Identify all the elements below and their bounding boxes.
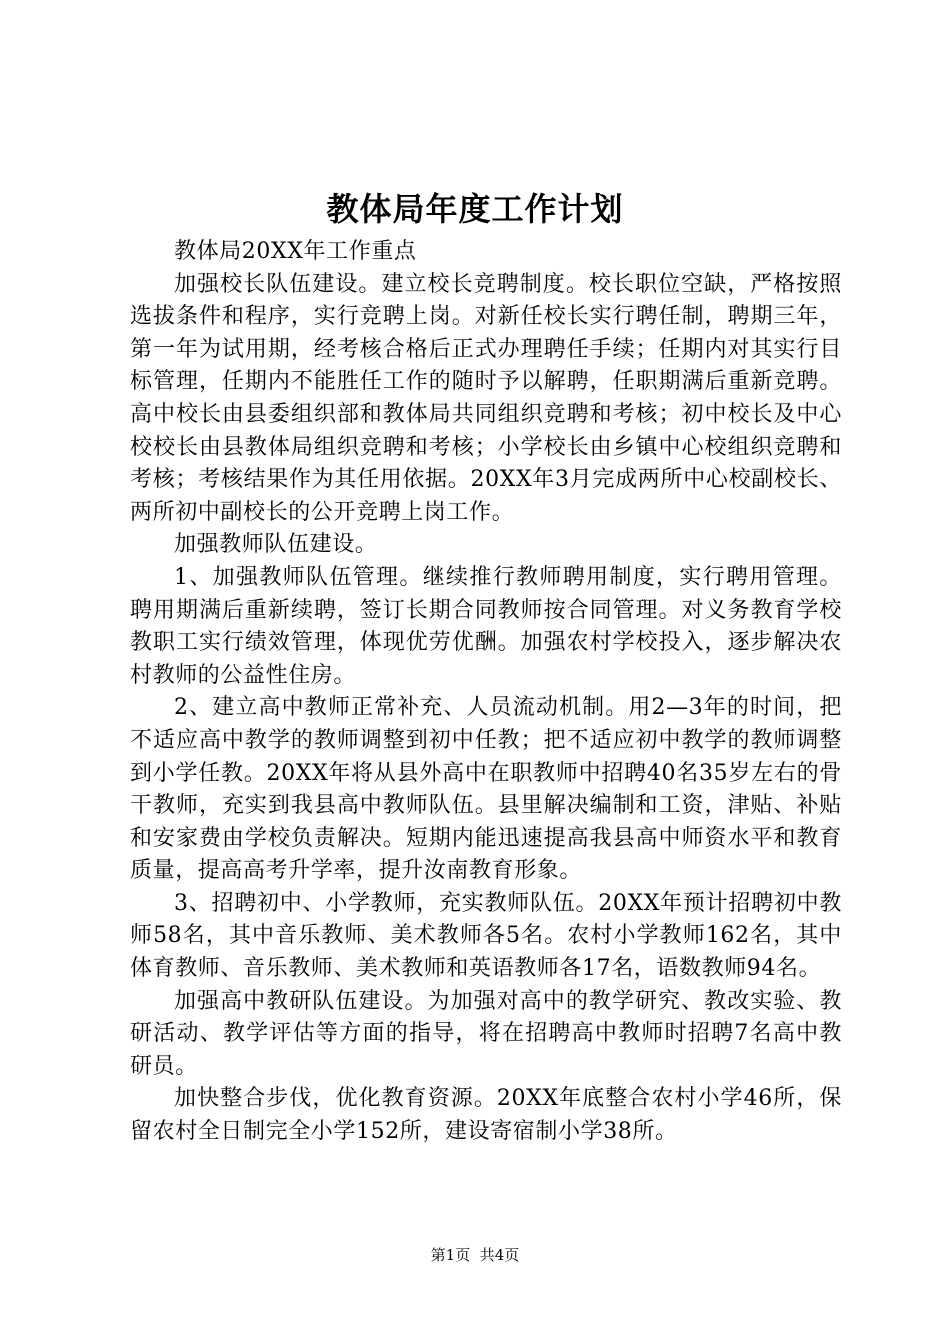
document-title: 教体局年度工作计划 [326,190,624,228]
page-number: 第1页 [430,1246,471,1264]
paragraph-teacher-team: 加强教师队伍建设。 [174,532,378,558]
paragraph-heading-focus: 教体局20XX年工作重点 [174,239,417,264]
page-footer [0,1244,950,1266]
page-total: 共4页 [479,1246,520,1264]
paragraph-item-1: 1、加强教师队伍管理。继续推行教师聘用制度，实行聘用管理。聘用期满后重新续聘，签订长期合同教师按合同管理。对义务教育学校教职工实行绩效管理，体现优劳优酬。加强农村学校投入，逐步解决农村教师的公益性住房。 [130,564,842,688]
paragraph-item-2: 2、建立高中教师正常补充、人员流动机制。用2—3年的时间，把不适应高中教学的教师调整到初中任教；把不适应初中教学的教师调整到小学任教。20XX年将从县外高中在职教师中招聘40名35岁左右的骨干教师，充实到我县高中教师队伍。县里解决编制和工资，津贴、补贴和安家费由学校负责解决。短期内能迅速提高我县高中师资水平和教育质量，提高高考升学率，提升汝南教育形象。 [130,695,842,884]
paragraph-integration: 加快整合步伐，优化教育资源。20XX年底整合农村小学46所，保留农村全日制完全小学152所，建设寄宿制小学38所。 [130,1086,842,1145]
paragraph-principal-team: 加强校长队伍建设。建立校长竞聘制度。校长职位空缺，严格按照选拔条件和程序，实行竞聘上岗。对新任校长实行聘任制，聘期三年，第一年为试用期，经考核合格后正式办理聘任手续；任期内对其实行目标管理，任期内不能胜任工作的随时予以解聘，任职期满后重新竞聘。高中校长由县委组织部和教体局共同组织竞聘和考核；初中校长及中心校校长由县教体局组织竞聘和考核；小学校长由乡镇中心校组织竞聘和考核；考核结果作为其任用依据。20XX年3月完成两所中心校副校长、两所初中副校长的公开竞聘上岗工作。 [130,271,842,525]
document-body [130,236,842,1149]
paragraph-research-team: 加强高中教研队伍建设。为加强对高中的教学研究、教改实验、教研活动、教学评估等方面的指导，将在招聘高中教师时招聘7名高中教研员。 [130,988,842,1079]
paragraph-item-3: 3、招聘初中、小学教师，充实教师队伍。20XX年预计招聘初中教师58名，其中音乐教师、美术教师各5名。农村小学教师162名，其中体育教师、音乐教师、美术教师和英语教师各17名，语数教师94名。 [130,890,842,982]
